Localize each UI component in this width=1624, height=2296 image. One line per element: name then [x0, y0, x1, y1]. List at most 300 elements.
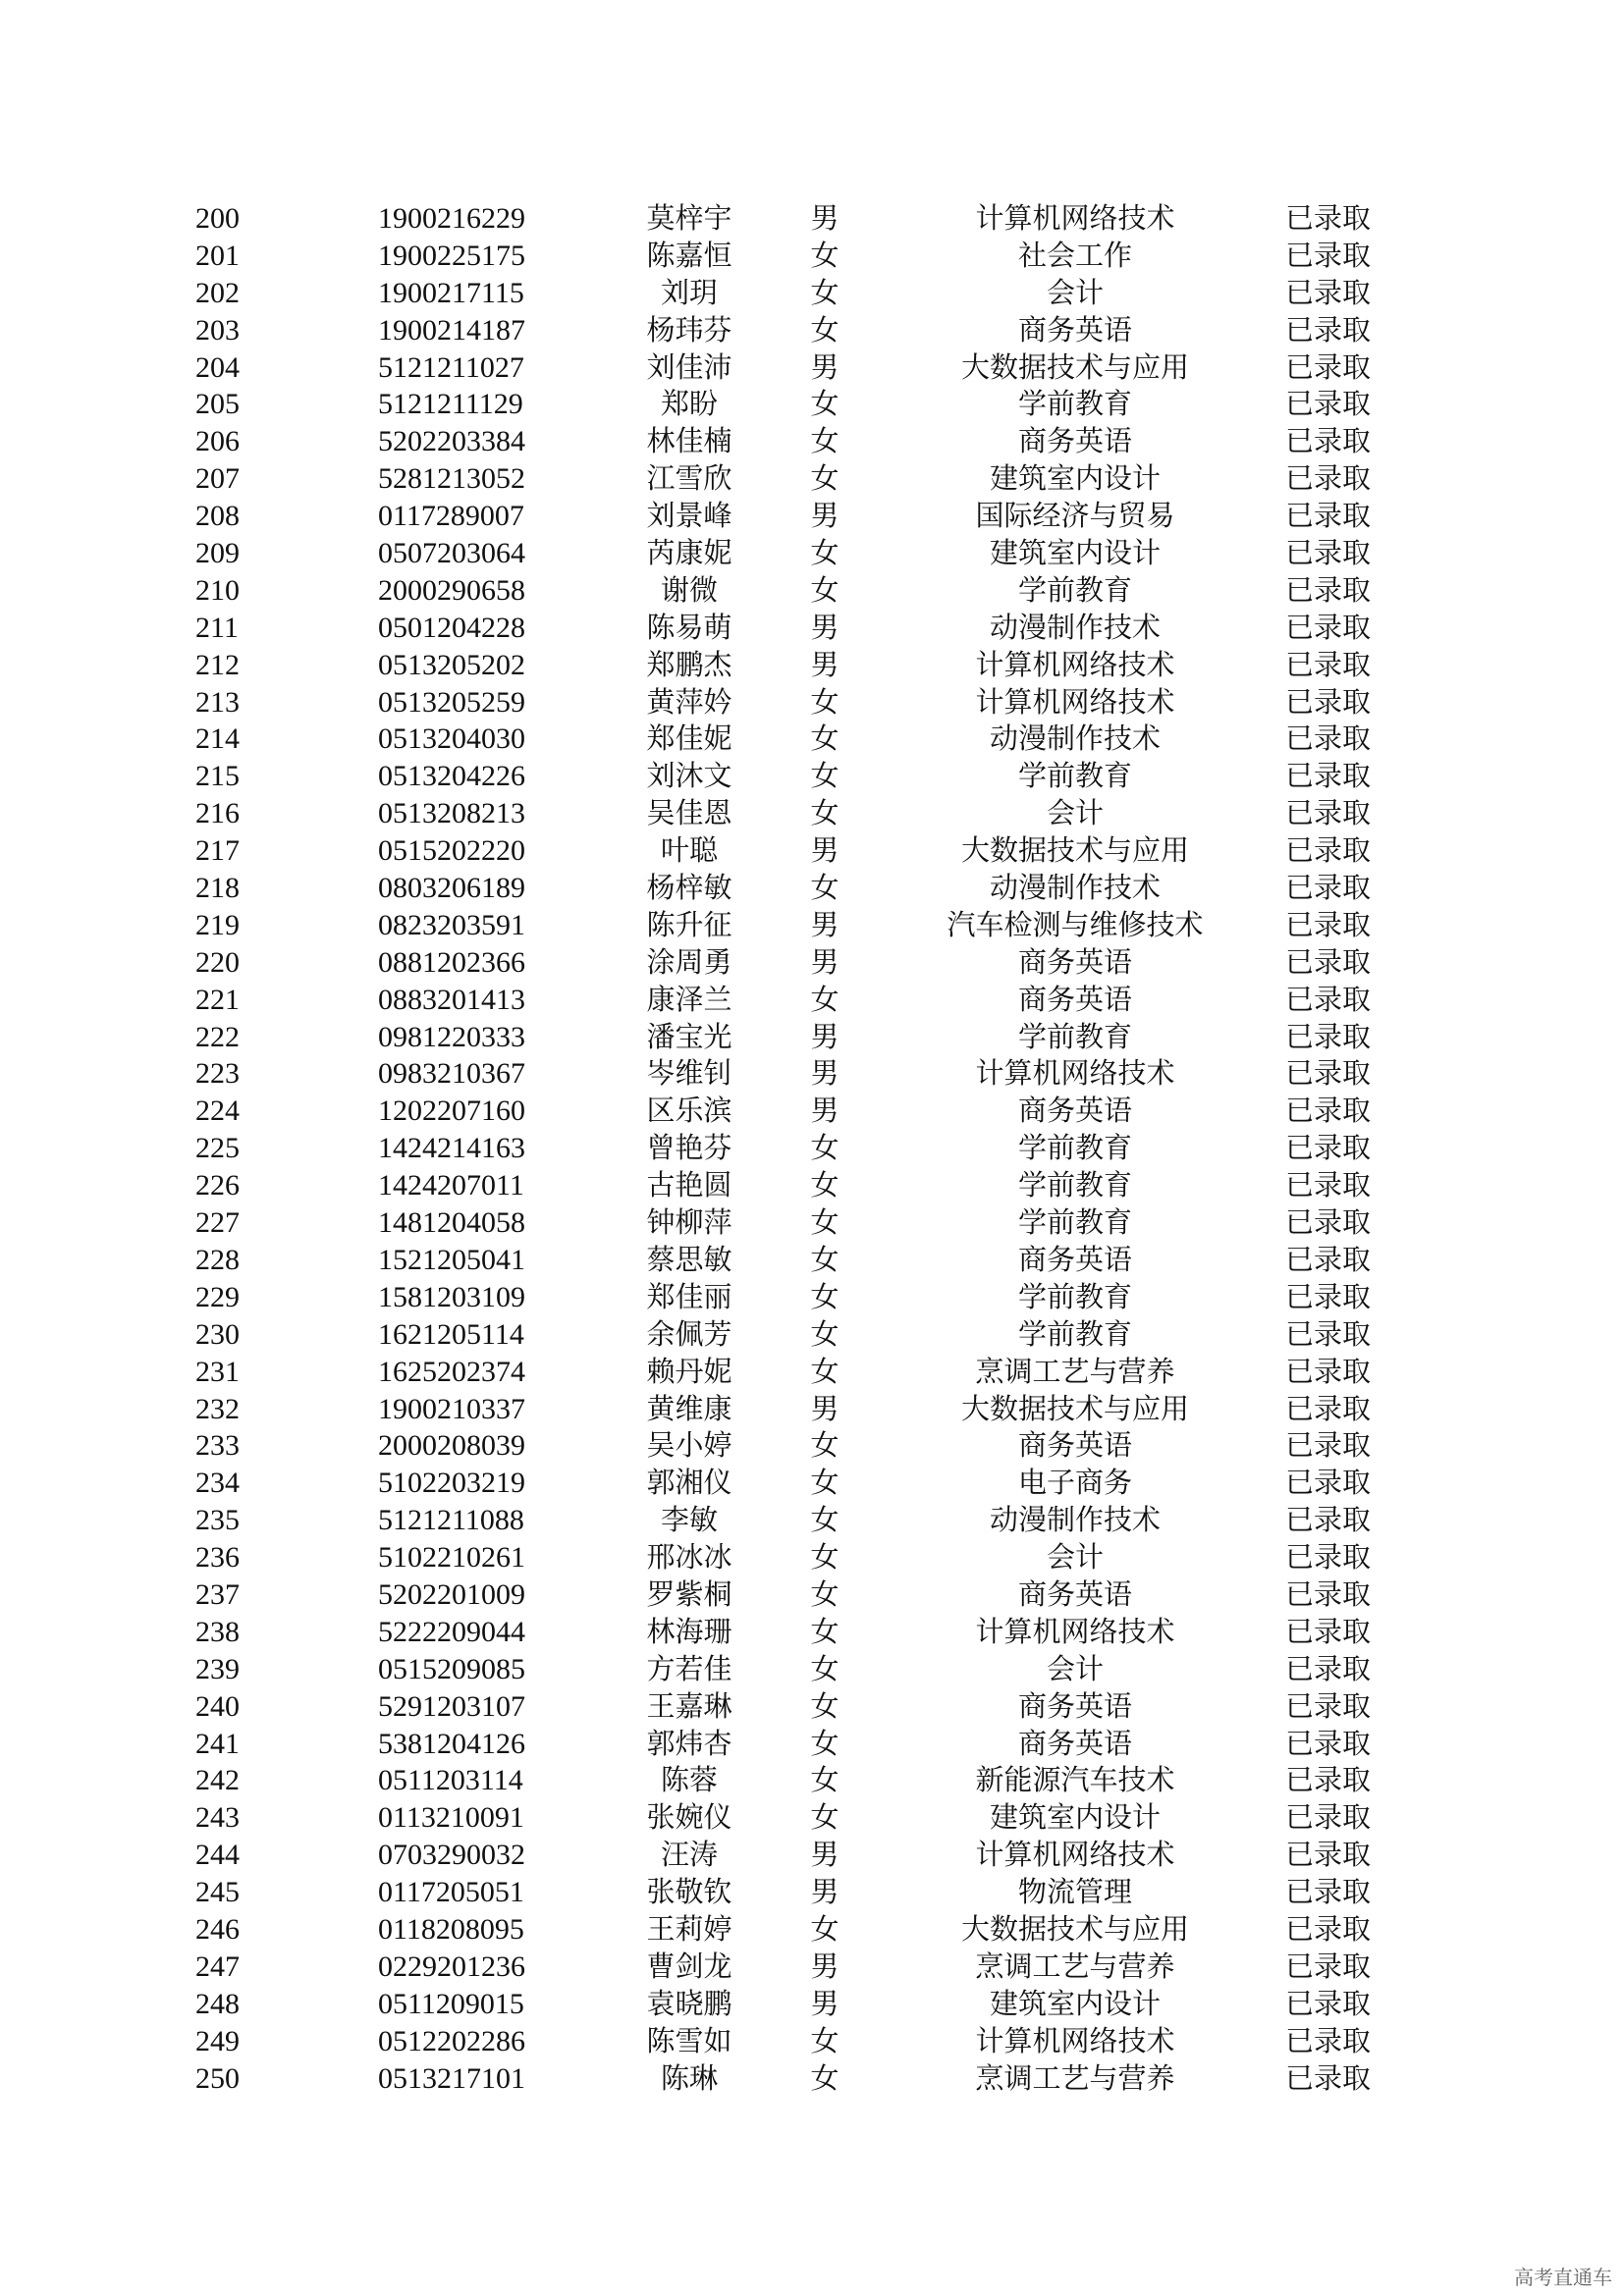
table-row	[0, 832, 1624, 870]
student-gender: 男	[810, 944, 839, 979]
candidate-id: 0117289007	[378, 500, 524, 533]
major-name: 国际经济与贸易	[975, 499, 1175, 533]
major-name: 动漫制作技术	[989, 1503, 1161, 1537]
candidate-id: 1481204058	[378, 1206, 525, 1240]
table-row	[0, 1762, 1624, 1799]
candidate-id: 0981220333	[378, 1020, 525, 1053]
major-name: 社会工作	[1017, 238, 1132, 272]
candidate-id: 5102210261	[378, 1541, 525, 1575]
major-name: 动漫制作技术	[989, 871, 1161, 905]
row-number: 219	[195, 908, 240, 941]
student-name: 李敏	[660, 1503, 718, 1537]
candidate-id: 0983210367	[378, 1057, 525, 1091]
student-gender: 女	[810, 1354, 839, 1388]
major-name: 学前教育	[1017, 1168, 1132, 1202]
table-row	[0, 1167, 1624, 1204]
major-name: 动漫制作技术	[989, 721, 1161, 756]
student-name: 古艳圆	[646, 1168, 732, 1202]
candidate-id: 2000208039	[378, 1429, 525, 1463]
student-gender: 女	[810, 461, 839, 496]
admission-status: 已录取	[1284, 610, 1371, 644]
major-name: 建筑室内设计	[989, 536, 1161, 570]
row-number: 245	[195, 1876, 240, 1909]
student-gender: 男	[810, 349, 839, 384]
row-number: 233	[195, 1429, 240, 1463]
candidate-id: 2000290658	[378, 573, 525, 607]
table-row	[0, 1688, 1624, 1726]
major-name: 计算机网络技术	[975, 647, 1175, 681]
candidate-id: 5202203384	[378, 425, 525, 458]
table-row	[0, 1576, 1624, 1614]
student-name: 曾艳芬	[646, 1131, 732, 1165]
student-gender: 女	[810, 1688, 839, 1723]
table-row	[0, 1651, 1624, 1688]
major-name: 计算机网络技术	[975, 1838, 1175, 1872]
table-row	[0, 1614, 1624, 1651]
student-gender: 女	[810, 1316, 839, 1351]
student-name: 潘宝光	[646, 1019, 732, 1053]
student-name: 叶聪	[660, 833, 718, 868]
student-name: 谢微	[660, 572, 718, 607]
student-gender: 女	[810, 424, 839, 458]
student-name: 刘景峰	[646, 499, 732, 533]
table-row	[0, 1837, 1624, 1874]
row-number: 223	[195, 1057, 240, 1091]
row-number: 244	[195, 1839, 240, 1872]
table-row	[0, 944, 1624, 982]
student-gender: 男	[810, 1949, 839, 1983]
student-name: 王嘉琳	[646, 1688, 732, 1723]
candidate-id: 0501204228	[378, 611, 525, 644]
admission-status: 已录取	[1284, 1986, 1371, 2020]
candidate-id: 5102203219	[378, 1467, 525, 1500]
table-row	[0, 907, 1624, 944]
student-name: 陈易萌	[646, 610, 732, 644]
row-number: 246	[195, 1912, 240, 1946]
major-name: 商务英语	[1017, 424, 1132, 458]
candidate-id: 0113210091	[378, 1801, 524, 1835]
candidate-id: 1900214187	[378, 313, 525, 347]
major-name: 烹调工艺与营养	[975, 1949, 1175, 1983]
student-gender: 男	[810, 833, 839, 868]
candidate-id: 0513204030	[378, 722, 525, 756]
admission-table	[0, 200, 1624, 2097]
student-name: 郑鹏杰	[646, 647, 732, 681]
major-name: 烹调工艺与营养	[975, 1354, 1175, 1388]
candidate-id: 0883201413	[378, 983, 525, 1016]
admission-status: 已录取	[1284, 1576, 1371, 1611]
row-number: 241	[195, 1727, 240, 1760]
student-gender: 男	[810, 907, 839, 941]
major-name: 会计	[1046, 275, 1104, 309]
table-row	[0, 1391, 1624, 1428]
row-number: 240	[195, 1689, 240, 1723]
student-gender: 男	[810, 1875, 839, 1909]
major-name: 物流管理	[1017, 1875, 1132, 1909]
table-row	[0, 1130, 1624, 1167]
student-gender: 女	[810, 1205, 839, 1240]
candidate-id: 0512202286	[378, 2024, 525, 2057]
row-number: 218	[195, 872, 240, 905]
candidate-id: 1424207011	[378, 1169, 524, 1202]
row-number: 238	[195, 1615, 240, 1648]
major-name: 大数据技术与应用	[960, 1391, 1189, 1425]
admission-status: 已录取	[1284, 2023, 1371, 2057]
student-gender: 女	[810, 796, 839, 830]
candidate-id: 1521205041	[378, 1243, 525, 1276]
major-name: 学前教育	[1017, 1019, 1132, 1053]
student-name: 刘玥	[660, 275, 718, 309]
candidate-id: 1424214163	[378, 1132, 525, 1165]
candidate-id: 0703290032	[378, 1839, 525, 1872]
major-name: 计算机网络技术	[975, 1614, 1175, 1648]
admission-status: 已录取	[1284, 907, 1371, 941]
candidate-id: 0507203064	[378, 537, 525, 570]
major-name: 烹调工艺与营养	[975, 2060, 1175, 2095]
table-row	[0, 1539, 1624, 1576]
student-name: 陈嘉恒	[646, 238, 732, 272]
candidate-id: 5281213052	[378, 462, 525, 496]
candidate-id: 5222209044	[378, 1615, 525, 1648]
table-row	[0, 2060, 1624, 2098]
student-name: 方若佳	[646, 1651, 732, 1685]
admission-status: 已录取	[1284, 1391, 1371, 1425]
major-name: 商务英语	[1017, 1726, 1132, 1760]
student-name: 吴佳恩	[646, 796, 732, 830]
admission-status: 已录取	[1284, 1800, 1371, 1835]
table-row	[0, 647, 1624, 684]
student-name: 吴小婷	[646, 1428, 732, 1463]
table-row	[0, 572, 1624, 610]
student-gender: 女	[810, 684, 839, 719]
row-number: 202	[195, 276, 240, 309]
candidate-id: 1900225175	[378, 239, 525, 272]
major-name: 商务英语	[1017, 1576, 1132, 1611]
candidate-id: 0823203591	[378, 908, 525, 941]
candidate-id: 0511209015	[378, 1987, 524, 2020]
admission-status: 已录取	[1284, 759, 1371, 793]
student-name: 涂周勇	[646, 944, 732, 979]
major-name: 学前教育	[1017, 1279, 1132, 1313]
table-row	[0, 1465, 1624, 1502]
major-name: 计算机网络技术	[975, 684, 1175, 719]
student-gender: 女	[810, 982, 839, 1016]
candidate-id: 1581203109	[378, 1280, 525, 1313]
student-gender: 女	[810, 1800, 839, 1835]
table-row	[0, 1093, 1624, 1130]
major-name: 商务英语	[1017, 1428, 1132, 1463]
student-gender: 女	[810, 1168, 839, 1202]
table-row	[0, 312, 1624, 349]
candidate-id: 0513205202	[378, 648, 525, 681]
row-number: 222	[195, 1020, 240, 1053]
major-name: 汽车检测与维修技术	[947, 907, 1204, 941]
candidate-id: 0803206189	[378, 872, 525, 905]
table-row	[0, 870, 1624, 907]
major-name: 大数据技术与应用	[960, 349, 1189, 384]
student-name: 王莉婷	[646, 1911, 732, 1946]
student-name: 刘沐文	[646, 759, 732, 793]
candidate-id: 1621205114	[378, 1317, 524, 1351]
admission-status: 已录取	[1284, 1875, 1371, 1909]
student-name: 黄维康	[646, 1391, 732, 1425]
student-name: 郑佳丽	[646, 1279, 732, 1313]
student-gender: 女	[810, 1131, 839, 1165]
student-gender: 男	[810, 610, 839, 644]
admission-status: 已录取	[1284, 1911, 1371, 1946]
student-gender: 女	[810, 2060, 839, 2095]
student-name: 陈蓉	[660, 1763, 718, 1797]
table-row	[0, 423, 1624, 460]
major-name: 学前教育	[1017, 387, 1132, 421]
student-gender: 女	[810, 721, 839, 756]
admission-status: 已录取	[1284, 1949, 1371, 1983]
student-name: 赖丹妮	[646, 1354, 732, 1388]
admission-status: 已录取	[1284, 461, 1371, 496]
row-number: 221	[195, 983, 240, 1016]
table-row	[0, 1279, 1624, 1316]
student-name: 陈雪如	[646, 2023, 732, 2057]
student-gender: 女	[810, 1576, 839, 1611]
row-number: 206	[195, 425, 240, 458]
student-name: 张敬钦	[646, 1875, 732, 1909]
table-row	[0, 1427, 1624, 1465]
student-name: 罗紫桐	[646, 1576, 732, 1611]
candidate-id: 5121211129	[378, 388, 523, 421]
candidate-id: 5121211088	[378, 1504, 524, 1537]
student-gender: 男	[810, 201, 839, 235]
major-name: 学前教育	[1017, 572, 1132, 607]
row-number: 212	[195, 648, 240, 681]
major-name: 计算机网络技术	[975, 1056, 1175, 1091]
admission-status: 已录取	[1284, 1168, 1371, 1202]
candidate-id: 0118208095	[378, 1912, 524, 1946]
admission-status: 已录取	[1284, 572, 1371, 607]
student-gender: 男	[810, 1056, 839, 1091]
row-number: 235	[195, 1504, 240, 1537]
student-name: 莫梓宇	[646, 201, 732, 235]
admission-status: 已录取	[1284, 647, 1371, 681]
student-name: 杨梓敏	[646, 871, 732, 905]
candidate-id: 5202201009	[378, 1577, 525, 1611]
table-row	[0, 684, 1624, 721]
student-gender: 女	[810, 1242, 839, 1276]
row-number: 242	[195, 1764, 240, 1797]
student-gender: 男	[810, 1986, 839, 2020]
student-gender: 女	[810, 759, 839, 793]
row-number: 227	[195, 1206, 240, 1240]
admission-status: 已录取	[1284, 1316, 1371, 1351]
admission-status: 已录取	[1284, 2060, 1371, 2095]
row-number: 213	[195, 685, 240, 719]
table-row	[0, 1726, 1624, 1763]
table-row	[0, 1911, 1624, 1949]
row-number: 250	[195, 2061, 240, 2095]
major-name: 计算机网络技术	[975, 201, 1175, 235]
row-number: 232	[195, 1392, 240, 1425]
major-name: 建筑室内设计	[989, 461, 1161, 496]
row-number: 209	[195, 537, 240, 570]
major-name: 学前教育	[1017, 1316, 1132, 1351]
row-number: 249	[195, 2024, 240, 2057]
row-number: 226	[195, 1169, 240, 1202]
student-name: 岑维钊	[646, 1056, 732, 1091]
admission-status: 已录取	[1284, 1838, 1371, 1872]
admission-status: 已录取	[1284, 1019, 1371, 1053]
student-name: 杨玮芬	[646, 312, 732, 347]
admission-status: 已录取	[1284, 424, 1371, 458]
row-number: 210	[195, 573, 240, 607]
student-gender: 女	[810, 238, 839, 272]
major-name: 商务英语	[1017, 982, 1132, 1016]
row-number: 208	[195, 500, 240, 533]
student-name: 汪涛	[660, 1838, 718, 1872]
major-name: 电子商务	[1017, 1466, 1132, 1500]
row-number: 214	[195, 722, 240, 756]
student-gender: 女	[810, 1726, 839, 1760]
row-number: 201	[195, 239, 240, 272]
row-number: 234	[195, 1467, 240, 1500]
admission-status: 已录取	[1284, 238, 1371, 272]
major-name: 大数据技术与应用	[960, 833, 1189, 868]
row-number: 216	[195, 797, 240, 830]
major-name: 商务英语	[1017, 1688, 1132, 1723]
major-name: 计算机网络技术	[975, 2023, 1175, 2057]
admission-status: 已录取	[1284, 1466, 1371, 1500]
student-name: 郑盼	[660, 387, 718, 421]
major-name: 商务英语	[1017, 1242, 1132, 1276]
admission-status: 已录取	[1284, 796, 1371, 830]
student-gender: 女	[810, 387, 839, 421]
candidate-id: 0513217101	[378, 2061, 525, 2095]
major-name: 会计	[1046, 1651, 1104, 1685]
major-name: 商务英语	[1017, 312, 1132, 347]
student-name: 芮康妮	[646, 536, 732, 570]
admission-status: 已录取	[1284, 982, 1371, 1016]
admission-status: 已录取	[1284, 1688, 1371, 1723]
student-name: 张婉仪	[646, 1800, 732, 1835]
row-number: 236	[195, 1541, 240, 1575]
candidate-id: 0229201236	[378, 1949, 525, 1983]
major-name: 动漫制作技术	[989, 610, 1161, 644]
table-row	[0, 795, 1624, 832]
admission-status: 已录取	[1284, 1503, 1371, 1537]
candidate-id: 5381204126	[378, 1727, 525, 1760]
student-name: 陈升征	[646, 907, 732, 941]
major-name: 新能源汽车技术	[975, 1763, 1175, 1797]
admission-status: 已录取	[1284, 1205, 1371, 1240]
major-name: 商务英语	[1017, 944, 1132, 979]
row-number: 237	[195, 1577, 240, 1611]
table-row	[0, 610, 1624, 647]
student-gender: 女	[810, 1466, 839, 1500]
student-gender: 女	[810, 1540, 839, 1575]
student-gender: 女	[810, 1911, 839, 1946]
student-name: 余佩芳	[646, 1316, 732, 1351]
candidate-id: 1900216229	[378, 202, 525, 235]
table-row	[0, 349, 1624, 387]
row-number: 215	[195, 760, 240, 793]
table-row	[0, 200, 1624, 238]
table-row	[0, 1949, 1624, 1986]
candidate-id: 0515202220	[378, 834, 525, 868]
table-row	[0, 386, 1624, 423]
candidate-id: 1900210337	[378, 1392, 525, 1425]
admission-status: 已录取	[1284, 1354, 1371, 1388]
student-name: 钟柳萍	[646, 1205, 732, 1240]
row-number: 239	[195, 1652, 240, 1685]
student-name: 郭炜杏	[646, 1726, 732, 1760]
admission-status: 已录取	[1284, 275, 1371, 309]
student-name: 邢冰冰	[646, 1540, 732, 1575]
admission-status: 已录取	[1284, 201, 1371, 235]
row-number: 200	[195, 202, 240, 235]
row-number: 247	[195, 1949, 240, 1983]
student-name: 郑佳妮	[646, 721, 732, 756]
student-name: 陈琳	[660, 2060, 718, 2095]
row-number: 243	[195, 1801, 240, 1835]
table-row	[0, 238, 1624, 275]
row-number: 204	[195, 350, 240, 384]
student-gender: 女	[810, 536, 839, 570]
table-row	[0, 758, 1624, 795]
student-gender: 男	[810, 1094, 839, 1128]
student-gender: 女	[810, 2023, 839, 2057]
table-row	[0, 535, 1624, 572]
row-number: 231	[195, 1355, 240, 1388]
candidate-id: 0513205259	[378, 685, 525, 719]
major-name: 商务英语	[1017, 1094, 1132, 1128]
admission-status: 已录取	[1284, 1726, 1371, 1760]
admission-status: 已录取	[1284, 1279, 1371, 1313]
table-row	[0, 1019, 1624, 1056]
admission-status: 已录取	[1284, 1242, 1371, 1276]
major-name: 建筑室内设计	[989, 1986, 1161, 2020]
admission-status: 已录取	[1284, 944, 1371, 979]
student-name: 黄萍妗	[646, 684, 732, 719]
student-gender: 女	[810, 1279, 839, 1313]
table-row	[0, 1502, 1624, 1539]
row-number: 205	[195, 388, 240, 421]
major-name: 会计	[1046, 796, 1104, 830]
row-number: 224	[195, 1095, 240, 1128]
major-name: 学前教育	[1017, 1205, 1132, 1240]
student-gender: 男	[810, 1838, 839, 1872]
student-name: 袁晓鹏	[646, 1986, 732, 2020]
admission-status: 已录取	[1284, 1056, 1371, 1091]
major-name: 大数据技术与应用	[960, 1911, 1189, 1946]
student-gender: 男	[810, 499, 839, 533]
student-gender: 女	[810, 1614, 839, 1648]
table-row	[0, 982, 1624, 1019]
candidate-id: 0513208213	[378, 797, 525, 830]
student-name: 区乐滨	[646, 1094, 732, 1128]
student-gender: 女	[810, 1763, 839, 1797]
candidate-id: 5291203107	[378, 1689, 525, 1723]
table-row	[0, 460, 1624, 498]
row-number: 207	[195, 462, 240, 496]
row-number: 217	[195, 834, 240, 868]
admission-status: 已录取	[1284, 1614, 1371, 1648]
candidate-id: 0513204226	[378, 760, 525, 793]
table-row	[0, 1986, 1624, 2023]
student-gender: 男	[810, 1391, 839, 1425]
table-row	[0, 2023, 1624, 2060]
admission-status: 已录取	[1284, 349, 1371, 384]
major-name: 学前教育	[1017, 1131, 1132, 1165]
admission-status: 已录取	[1284, 871, 1371, 905]
candidate-id: 0511203114	[378, 1764, 523, 1797]
